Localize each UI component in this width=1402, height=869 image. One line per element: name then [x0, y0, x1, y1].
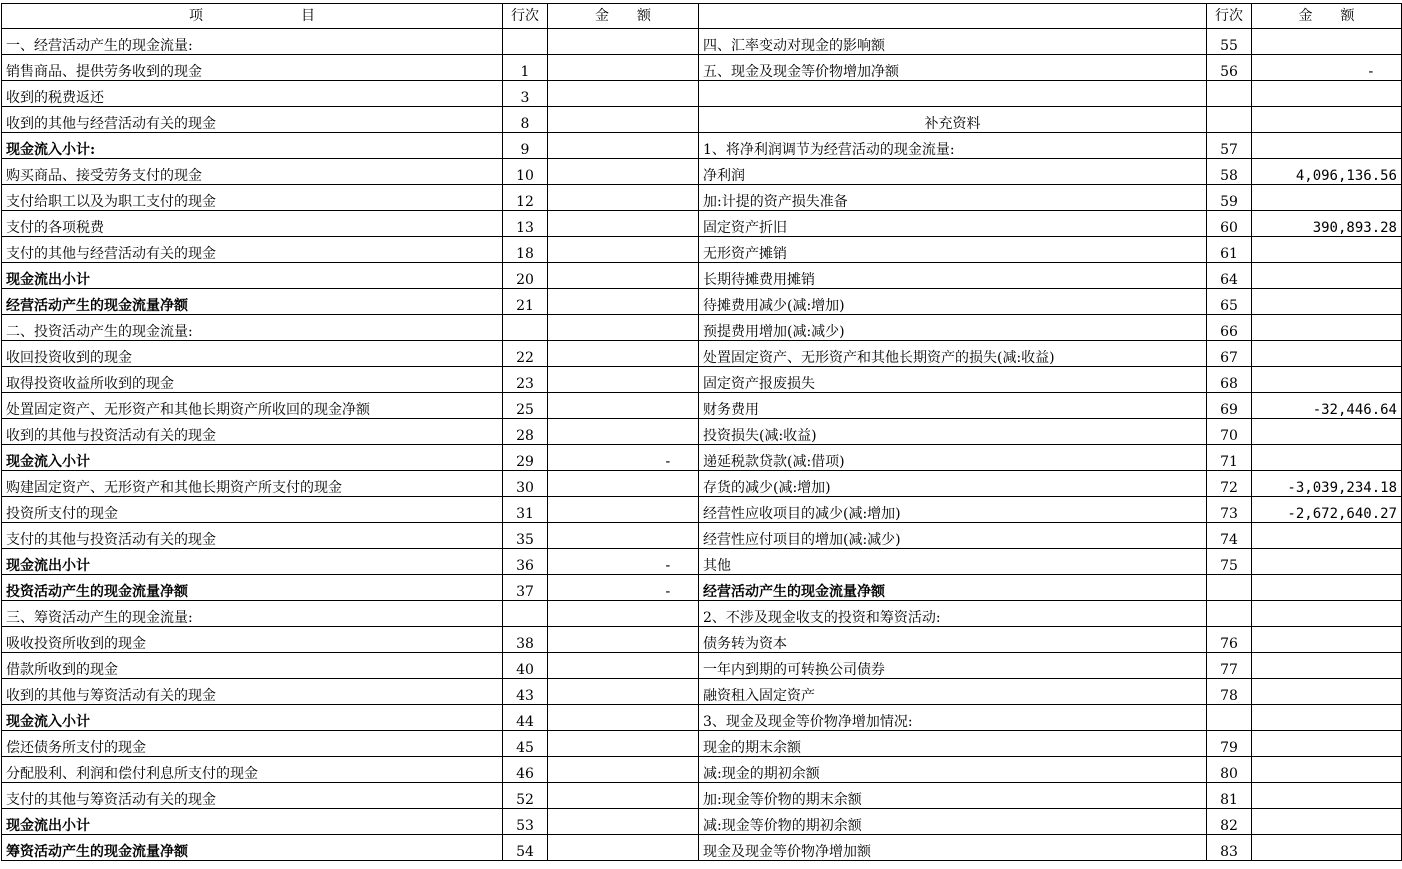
- left-line-cell: 40: [503, 653, 548, 679]
- left-amount-cell: [548, 55, 699, 81]
- table-row: [2, 55, 1402, 81]
- left-amount-cell: [548, 835, 699, 861]
- right-line-cell: 64: [1207, 263, 1252, 289]
- left-amount-cell: [548, 367, 699, 393]
- table-row: [2, 81, 1402, 107]
- right-line-cell: 74: [1207, 523, 1252, 549]
- right-amount-cell: [1252, 419, 1402, 445]
- table-row: [2, 315, 1402, 341]
- left-item-cell: 收到的其他与经营活动有关的现金: [2, 107, 503, 133]
- right-amount-cell: -3,039,234.18: [1252, 471, 1402, 497]
- left-item-cell: 购建固定资产、无形资产和其他长期资产所支付的现金: [2, 471, 503, 497]
- right-amount-cell: [1252, 185, 1402, 211]
- left-line-cell: 18: [503, 237, 548, 263]
- right-line-cell: 57: [1207, 133, 1252, 159]
- right-item-cell: 净利润: [699, 159, 1207, 185]
- right-item-cell: 递延税款贷款(减:借项): [699, 445, 1207, 471]
- right-amount-cell: [1252, 549, 1402, 575]
- left-line-cell: 28: [503, 419, 548, 445]
- right-line-cell: 77: [1207, 653, 1252, 679]
- right-item-cell: 预提费用增加(减:减少): [699, 315, 1207, 341]
- left-item-cell: 收回投资收到的现金: [2, 341, 503, 367]
- right-item-cell: 待摊费用减少(减:增加): [699, 289, 1207, 315]
- right-line-cell: 70: [1207, 419, 1252, 445]
- table-row: [2, 601, 1402, 627]
- right-item-cell: 债务转为资本: [699, 627, 1207, 653]
- left-item-cell: 投资活动产生的现金流量净额: [2, 575, 503, 601]
- table-row: [2, 627, 1402, 653]
- right-item-cell: 一年内到期的可转换公司债券: [699, 653, 1207, 679]
- table-row: [2, 679, 1402, 705]
- left-amount-cell: [548, 731, 699, 757]
- left-amount-cell: [548, 341, 699, 367]
- table-row: [2, 549, 1402, 575]
- left-item-cell: 投资所支付的现金: [2, 497, 503, 523]
- left-item-cell: 借款所收到的现金: [2, 653, 503, 679]
- table-row: [2, 653, 1402, 679]
- right-item-cell: 其他: [699, 549, 1207, 575]
- right-line-cell: 78: [1207, 679, 1252, 705]
- left-amount-cell: [548, 81, 699, 107]
- left-amount-cell: [548, 263, 699, 289]
- cash-flow-statement-table: [1, 3, 1402, 861]
- left-item-cell: 吸收投资所收到的现金: [2, 627, 503, 653]
- right-amount-cell: [1252, 367, 1402, 393]
- header-amount-right: 金 额: [1252, 4, 1402, 29]
- right-amount-cell: [1252, 29, 1402, 55]
- header-amount-left: 金 额: [548, 4, 699, 29]
- left-line-cell: 31: [503, 497, 548, 523]
- left-amount-cell: [548, 601, 699, 627]
- left-amount-cell: [548, 393, 699, 419]
- table-row: [2, 705, 1402, 731]
- right-amount-cell: 4,096,136.56: [1252, 159, 1402, 185]
- right-amount-cell: -32,446.64: [1252, 393, 1402, 419]
- left-item-cell: 现金流出小计: [2, 549, 503, 575]
- left-line-cell: 44: [503, 705, 548, 731]
- right-item-cell: 长期待摊费用摊销: [699, 263, 1207, 289]
- table-row: [2, 133, 1402, 159]
- right-amount-cell: -: [1252, 55, 1402, 81]
- left-line-cell: 36: [503, 549, 548, 575]
- left-line-cell: 20: [503, 263, 548, 289]
- right-item-cell: 经营性应付项目的增加(减:减少): [699, 523, 1207, 549]
- left-item-cell: 现金流入小计: [2, 445, 503, 471]
- left-item-cell: 经营活动产生的现金流量净额: [2, 289, 503, 315]
- left-line-cell: [503, 601, 548, 627]
- left-item-cell: 支付的其他与投资活动有关的现金: [2, 523, 503, 549]
- right-amount-cell: [1252, 263, 1402, 289]
- left-item-cell: 购买商品、接受劳务支付的现金: [2, 159, 503, 185]
- header-line-left: 行次: [503, 4, 548, 29]
- right-item-cell: 减:现金等价物的期初余额: [699, 809, 1207, 835]
- right-item-cell: 减:现金的期初余额: [699, 757, 1207, 783]
- right-amount-cell: [1252, 731, 1402, 757]
- right-item-cell: 财务费用: [699, 393, 1207, 419]
- left-amount-cell: [548, 809, 699, 835]
- left-amount-cell: [548, 289, 699, 315]
- left-item-cell: 收到的税费返还: [2, 81, 503, 107]
- left-amount-cell: [548, 653, 699, 679]
- table-row: [2, 445, 1402, 471]
- left-line-cell: 45: [503, 731, 548, 757]
- left-line-cell: 53: [503, 809, 548, 835]
- right-item-cell: 加:计提的资产损失准备: [699, 185, 1207, 211]
- right-amount-cell: [1252, 679, 1402, 705]
- left-amount-cell: [548, 783, 699, 809]
- right-amount-cell: [1252, 133, 1402, 159]
- left-line-cell: 37: [503, 575, 548, 601]
- left-line-cell: 12: [503, 185, 548, 211]
- left-amount-cell: -: [548, 445, 699, 471]
- left-item-cell: 三、筹资活动产生的现金流量:: [2, 601, 503, 627]
- right-item-cell: 现金及现金等价物净增加额: [699, 835, 1207, 861]
- left-item-cell: 支付的其他与筹资活动有关的现金: [2, 783, 503, 809]
- right-item-cell: 2、不涉及现金收支的投资和筹资活动:: [699, 601, 1207, 627]
- left-item-cell: 处置固定资产、无形资产和其他长期资产所收回的现金净额: [2, 393, 503, 419]
- left-item-cell: 支付给职工以及为职工支付的现金: [2, 185, 503, 211]
- left-amount-cell: [548, 419, 699, 445]
- right-line-cell: 76: [1207, 627, 1252, 653]
- left-amount-cell: [548, 471, 699, 497]
- right-item-cell: 固定资产折旧: [699, 211, 1207, 237]
- right-item-cell: 经营活动产生的现金流量净额: [699, 575, 1207, 601]
- left-item-cell: 偿还债务所支付的现金: [2, 731, 503, 757]
- right-line-cell: 55: [1207, 29, 1252, 55]
- left-line-cell: 21: [503, 289, 548, 315]
- left-amount-cell: [548, 497, 699, 523]
- left-line-cell: 43: [503, 679, 548, 705]
- left-item-cell: 收到的其他与投资活动有关的现金: [2, 419, 503, 445]
- table-row: [2, 809, 1402, 835]
- left-item-cell: 取得投资收益所收到的现金: [2, 367, 503, 393]
- right-item-cell: 融资租入固定资产: [699, 679, 1207, 705]
- left-line-cell: 3: [503, 81, 548, 107]
- left-amount-cell: [548, 211, 699, 237]
- left-amount-cell: [548, 523, 699, 549]
- left-item-cell: 筹资活动产生的现金流量净额: [2, 835, 503, 861]
- right-line-cell: 67: [1207, 341, 1252, 367]
- header-item-right: [699, 4, 1207, 29]
- table-row: [2, 29, 1402, 55]
- header-item-left: 项 目: [2, 4, 503, 29]
- right-line-cell: [1207, 601, 1252, 627]
- table-row: [2, 471, 1402, 497]
- left-amount-cell: [548, 315, 699, 341]
- right-item-cell: 处置固定资产、无形资产和其他长期资产的损失(减:收益): [699, 341, 1207, 367]
- left-line-cell: [503, 29, 548, 55]
- right-item-cell: 补充资料: [699, 107, 1207, 133]
- right-line-cell: 75: [1207, 549, 1252, 575]
- left-line-cell: 23: [503, 367, 548, 393]
- left-amount-cell: [548, 107, 699, 133]
- table-row: [2, 419, 1402, 445]
- table-row: [2, 289, 1402, 315]
- right-item-cell: 投资损失(减:收益): [699, 419, 1207, 445]
- table-row: [2, 237, 1402, 263]
- right-line-cell: 65: [1207, 289, 1252, 315]
- left-amount-cell: [548, 237, 699, 263]
- right-line-cell: [1207, 575, 1252, 601]
- table-row: [2, 497, 1402, 523]
- right-line-cell: 56: [1207, 55, 1252, 81]
- table-row: [2, 263, 1402, 289]
- table-row: [2, 159, 1402, 185]
- right-line-cell: 58: [1207, 159, 1252, 185]
- right-line-cell: 79: [1207, 731, 1252, 757]
- left-line-cell: 29: [503, 445, 548, 471]
- left-line-cell: [503, 315, 548, 341]
- right-amount-cell: [1252, 289, 1402, 315]
- right-item-cell: 无形资产摊销: [699, 237, 1207, 263]
- right-line-cell: 61: [1207, 237, 1252, 263]
- left-item-cell: 销售商品、提供劳务收到的现金: [2, 55, 503, 81]
- left-item-cell: 现金流入小计:: [2, 133, 503, 159]
- right-line-cell: 73: [1207, 497, 1252, 523]
- right-amount-cell: [1252, 757, 1402, 783]
- table-row: [2, 575, 1402, 601]
- right-line-cell: [1207, 107, 1252, 133]
- right-item-cell: 五、现金及现金等价物增加净额: [699, 55, 1207, 81]
- left-item-cell: 分配股利、利润和偿付利息所支付的现金: [2, 757, 503, 783]
- left-amount-cell: -: [548, 549, 699, 575]
- right-amount-cell: [1252, 81, 1402, 107]
- left-item-cell: 收到的其他与筹资活动有关的现金: [2, 679, 503, 705]
- table-row: [2, 185, 1402, 211]
- left-item-cell: 支付的各项税费: [2, 211, 503, 237]
- right-item-cell: [699, 81, 1207, 107]
- left-line-cell: 8: [503, 107, 548, 133]
- right-amount-cell: [1252, 445, 1402, 471]
- header-line-right: 行次: [1207, 4, 1252, 29]
- left-line-cell: 38: [503, 627, 548, 653]
- right-amount-cell: [1252, 627, 1402, 653]
- table-row: [2, 211, 1402, 237]
- right-line-cell: 81: [1207, 783, 1252, 809]
- right-amount-cell: [1252, 809, 1402, 835]
- left-line-cell: 30: [503, 471, 548, 497]
- right-line-cell: 82: [1207, 809, 1252, 835]
- table-row: [2, 393, 1402, 419]
- left-amount-cell: -: [548, 575, 699, 601]
- left-amount-cell: [548, 705, 699, 731]
- left-amount-cell: [548, 679, 699, 705]
- left-amount-cell: [548, 757, 699, 783]
- right-line-cell: 68: [1207, 367, 1252, 393]
- right-item-cell: 加:现金等价物的期末余额: [699, 783, 1207, 809]
- right-line-cell: 66: [1207, 315, 1252, 341]
- table-row: [2, 341, 1402, 367]
- right-item-cell: 现金的期末余额: [699, 731, 1207, 757]
- right-item-cell: 3、现金及现金等价物净增加情况:: [699, 705, 1207, 731]
- right-amount-cell: [1252, 601, 1402, 627]
- left-amount-cell: [548, 627, 699, 653]
- right-line-cell: [1207, 705, 1252, 731]
- left-line-cell: 9: [503, 133, 548, 159]
- left-item-cell: 二、投资活动产生的现金流量:: [2, 315, 503, 341]
- right-item-cell: 1、将净利润调节为经营活动的现金流量:: [699, 133, 1207, 159]
- right-item-cell: 固定资产报废损失: [699, 367, 1207, 393]
- table-row: [2, 523, 1402, 549]
- table-row: [2, 835, 1402, 861]
- right-item-cell: 存货的减少(减:增加): [699, 471, 1207, 497]
- left-line-cell: 46: [503, 757, 548, 783]
- right-line-cell: 60: [1207, 211, 1252, 237]
- table-row: [2, 107, 1402, 133]
- left-item-cell: 现金流入小计: [2, 705, 503, 731]
- left-line-cell: 13: [503, 211, 548, 237]
- right-line-cell: 71: [1207, 445, 1252, 471]
- left-item-cell: 支付的其他与经营活动有关的现金: [2, 237, 503, 263]
- right-line-cell: [1207, 81, 1252, 107]
- right-line-cell: 69: [1207, 393, 1252, 419]
- left-amount-cell: [548, 133, 699, 159]
- left-line-cell: 54: [503, 835, 548, 861]
- right-amount-cell: -2,672,640.27: [1252, 497, 1402, 523]
- left-item-cell: 一、经营活动产生的现金流量:: [2, 29, 503, 55]
- right-line-cell: 80: [1207, 757, 1252, 783]
- right-amount-cell: [1252, 575, 1402, 601]
- right-amount-cell: [1252, 315, 1402, 341]
- right-line-cell: 83: [1207, 835, 1252, 861]
- left-line-cell: 10: [503, 159, 548, 185]
- left-line-cell: 35: [503, 523, 548, 549]
- table-row: [2, 783, 1402, 809]
- table-row: [2, 731, 1402, 757]
- table-header-row: [2, 4, 1402, 29]
- right-item-cell: 经营性应收项目的减少(减:增加): [699, 497, 1207, 523]
- right-amount-cell: [1252, 783, 1402, 809]
- table-row: [2, 757, 1402, 783]
- left-line-cell: 22: [503, 341, 548, 367]
- left-line-cell: 1: [503, 55, 548, 81]
- right-amount-cell: [1252, 653, 1402, 679]
- left-line-cell: 52: [503, 783, 548, 809]
- right-amount-cell: [1252, 341, 1402, 367]
- left-item-cell: 现金流出小计: [2, 263, 503, 289]
- right-amount-cell: [1252, 237, 1402, 263]
- left-amount-cell: [548, 185, 699, 211]
- right-amount-cell: 390,893.28: [1252, 211, 1402, 237]
- right-line-cell: 72: [1207, 471, 1252, 497]
- right-amount-cell: [1252, 107, 1402, 133]
- left-item-cell: 现金流出小计: [2, 809, 503, 835]
- right-amount-cell: [1252, 705, 1402, 731]
- left-amount-cell: [548, 159, 699, 185]
- right-amount-cell: [1252, 835, 1402, 861]
- left-amount-cell: [548, 29, 699, 55]
- table-row: [2, 367, 1402, 393]
- left-line-cell: 25: [503, 393, 548, 419]
- right-line-cell: 59: [1207, 185, 1252, 211]
- right-item-cell: 四、汇率变动对现金的影响额: [699, 29, 1207, 55]
- right-amount-cell: [1252, 523, 1402, 549]
